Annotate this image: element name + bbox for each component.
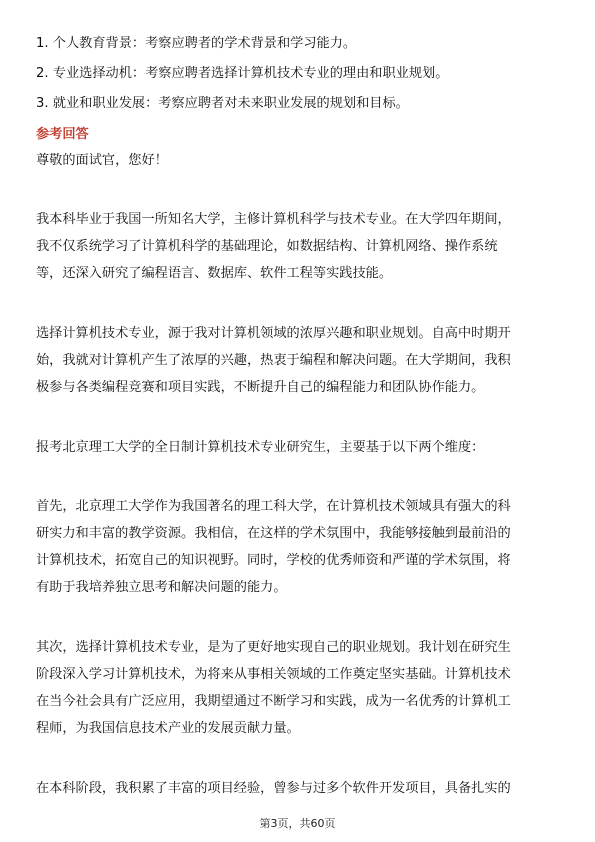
paragraph-line: 其次，选择计算机技术专业，是为了更好地实现自己的职业规划。我计划在研究生 — [36, 640, 511, 655]
list-item: 2. 专业选择动机：考察应聘者选择计算机技术专业的理由和职业规划。 — [36, 66, 449, 81]
paragraph-line: 有助于我培养独立思考和解决问题的能力。 — [36, 580, 287, 595]
page-number: 第3页，共60页 — [259, 817, 336, 830]
paragraph-line: 选择计算机技术专业，源于我对计算机领域的浓厚兴趣和职业规划。自高中时期开 — [36, 326, 511, 341]
paragraph-line: 程师，为我国信息技术产业的发展贡献力量。 — [36, 721, 300, 736]
paragraph-line: 在当今社会具有广泛应用，我期望通过不断学习和实践，成为一名优秀的计算机工 — [36, 694, 511, 709]
list-item: 1. 个人教育背景：考察应聘者的学术背景和学习能力。 — [36, 36, 357, 51]
paragraph-line: 研实力和丰富的教学资源。我相信，在这样的学术氛围中，我能够接触到最前沿的 — [36, 526, 511, 541]
paragraph-line: 首先，北京理工大学作为我国著名的理工科大学，在计算机技术领域具有强大的科 — [36, 499, 511, 514]
paragraph-line: 阶段深入学习计算机技术，为将来从事相关领域的工作奠定坚实基础。计算机技术 — [36, 667, 511, 682]
paragraph-line: 我不仅系统学习了计算机科学的基础理论，如数据结构、计算机网络、操作系统 — [36, 239, 498, 254]
paragraph-line: 极参与各类编程竞赛和项目实践，不断提升自己的编程能力和团队协作能力。 — [36, 380, 485, 395]
paragraph-line: 报考北京理工大学的全日制计算机技术专业研究生，主要基于以下两个维度： — [36, 440, 485, 455]
answer-heading: 参考回答 — [36, 127, 89, 142]
greeting: 尊敬的面试官，您好！ — [36, 153, 168, 168]
list-item: 3. 就业和职业发展：考察应聘者对未来职业发展的规划和目标。 — [36, 96, 409, 111]
paragraph-line: 等，还深入研究了编程语言、数据库、软件工程等实践技能。 — [36, 266, 393, 281]
paragraph-line: 计算机技术，拓宽自己的知识视野。同时，学校的优秀师资和严谨的学术氛围，将 — [36, 553, 511, 568]
paragraph-line: 我本科毕业于我国一所知名大学，主修计算机科学与技术专业。在大学四年期间， — [36, 212, 511, 227]
paragraph-line: 始，我就对计算机产生了浓厚的兴趣，热衷于编程和解决问题。在大学期间，我积 — [36, 353, 511, 368]
paragraph-line: 在本科阶段，我积累了丰富的项目经验，曾参与过多个软件开发项目，具备扎实的 — [36, 781, 511, 796]
